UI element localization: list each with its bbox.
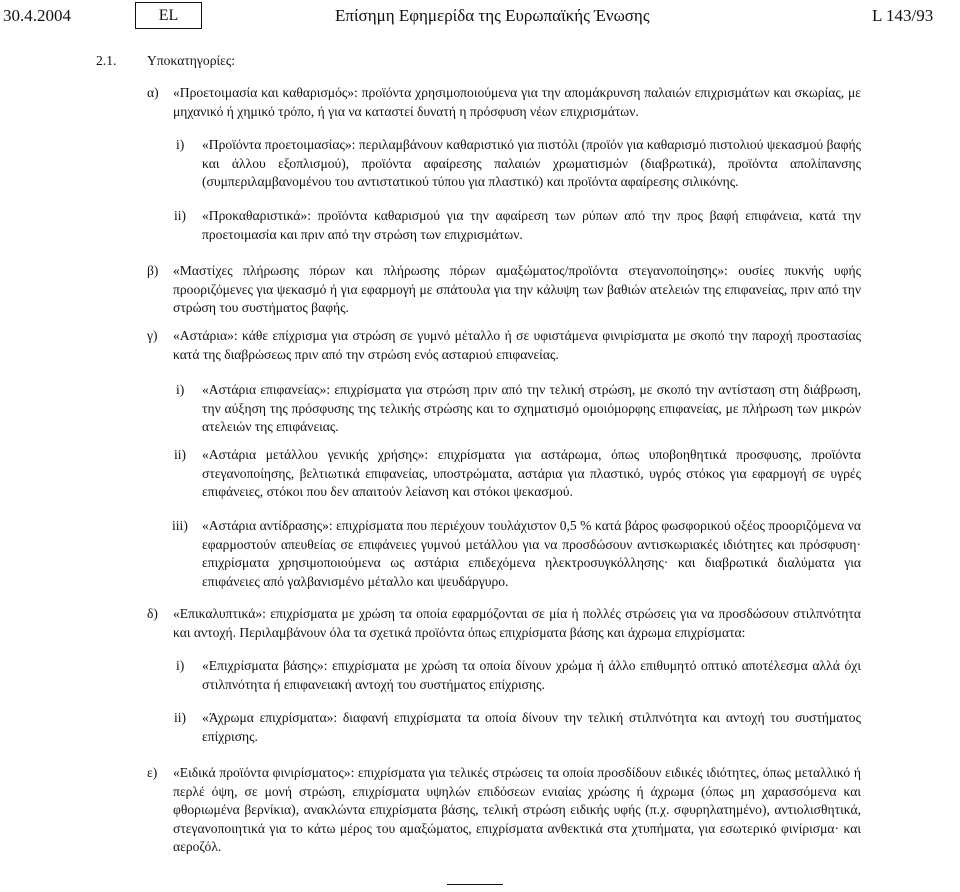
subitem-label: iii)	[172, 518, 188, 533]
section-title: Υποκατηγορίες:	[147, 53, 236, 68]
journal-title: Επίσημη Εφημερίδα της Ευρωπαϊκής Ένωσης	[335, 6, 650, 25]
item-label: δ)	[147, 606, 158, 621]
subitem-text: «Άχρωμα επιχρίσματα»: διαφανή επιχρίσματα τα οποία δίνουν την τελική στιλπνότητα και αντοχή του συστήματος επίχρισης.	[202, 710, 861, 744]
subitem-text: «Αστάρια επιφανείας»: επιχρίσματα για στρώση πριν από την τελική στρώση, με σκοπό την αντίσταση στη διάβρωση, την αύξηση της πρόσφυσης της τελικής στρώσης και το σχηματισμό ομοιόμορφης επιφανείας, με πλήρωση των μικρών ατελειών της επιφάνειας.	[202, 382, 861, 434]
subitem-text: «Αστάρια μετάλλου γενικής χρήσης»: επιχρίσματα για αστάρωμα, όπως υποβοηθητικά προσφυσης, προϊόντα στεγανοποίησης, βελτιωτικά επιφανείας, υποστρώματα, αστάρια για πλαστικό, υγρός στόκος για εφαρμογή σε υγρές επιφάνειες, στόκοι που δεν απαιτούν λείανση και στόκοι ψεκασμού.	[202, 447, 861, 499]
subitem-label: ii)	[174, 710, 187, 725]
item-label: β)	[147, 263, 159, 278]
subitem-label: ii)	[174, 208, 187, 223]
header-date: 30.4.2004	[3, 6, 71, 25]
item-text: «Επικαλυπτικά»: επιχρίσματα με χρώση τα οποία εφαρμόζονται σε μία ή πολλές στρώσεις για να προσδώσουν στιλπνότητα και αντοχή. Περιλαμβάνουν όλα τα σχετικά προϊόντα όπως επιχρίσματα βάσης και άχρωμα επιχρίσματα:	[173, 606, 861, 640]
subitem-text: «Αστάρια αντίδρασης»: επιχρίσματα που περιέχουν τουλάχιστον 0,5 % κατά βάρος φωσφορικού οξέος προοριζόμενα να εφαρμοστούν απευθείας σε επιφάνειες γυμνού μετάλλου για να προσδώσουν αντισκωριακές ιδιότητες και πρόσφυση· επιχρίσματα χρησιμοποιούμενα ως αστάρια επιδεχόμενα ηλεκτροσυγκόλλησης· και διαβρωτικά διαλύματα για επιφάνειες από γαλβανισμένο μέταλλο και ψευδάργυρο.	[202, 518, 861, 589]
subitem-label: i)	[176, 382, 185, 397]
subitem-label: i)	[176, 137, 185, 152]
subitem-text: «Επιχρίσματα βάσης»: επιχρίσματα με χρώση τα οποία δίνουν χρώμα ή άλλο επιθυμητό οπτικό αποτέλεσμα αλλά όχι στιλπνότητα ή επιφανειακή αντοχή του συστήματος επίχρισης.	[202, 658, 861, 692]
subitem-text: «Προϊόντα προετοιμασίας»: περιλαμβάνουν καθαριστικό για πιστόλι (προϊόν για καθαρισμό πιστολιού ψεκασμού βαφής και άλλου εξοπλισμού), προϊόντα αφαίρεσης παλαιών χρωματισμών (διαβρωτικά), προϊόντα απολίπανσης (συμπεριλαμβανομένου του αντιστατικού τύπου για πλαστικό) και προϊόντα αφαίρεσης σιλικόνης.	[202, 137, 861, 189]
item-text: «Ειδικά προϊόντα φινιρίσματος»: επιχρίσματα για τελικές στρώσεις τα οποία προσδίδουν ειδικές ιδιότητες, όπως μεταλλικό ή περλέ όψη, σε μονή στρώση, επιχρίσματα υψηλών επιδόσεων ενιαίας χρώσης ή άχρωμα (όπως μη χαρασσόμενα και φθοριωμένα βερνίκια), ανακλώντα επιχρίσματα βάσης, τελική στρώση ειδικής υφής (π.χ. σφυρηλατημένο), αντιολισθητικά, στεγανοποιητικά για το κάτω μέρος του αμαξώματος, επιχρίσματα ανθεκτικά στα χτυπήματα, για εσωτερικό φινίρισμα· και αεροζόλ.	[173, 765, 861, 854]
subitem-text: «Προκαθαριστικά»: προϊόντα καθαρισμού για την αφαίρεση των ρύπων από την προς βαφή επιφάνεια, κατά την προετοιμασία και πριν από την στρώση των επιχρισμάτων.	[202, 208, 861, 242]
item-text: «Αστάρια»: κάθε επίχρισμα για στρώση σε γυμνό μέταλλο ή σε υφιστάμενα φινιρίσματα με σκοπό την παροχή προστασίας κατά της διαβρώσεως πριν από την στρώση ενός ασταριού επιφανείας.	[173, 328, 861, 362]
page-header	[0, 0, 960, 36]
subitem-label: i)	[176, 658, 185, 673]
page-number: L 143/93	[872, 6, 934, 25]
item-text: «Προετοιμασία και καθαρισμός»: προϊόντα χρησιμοποιούμενα για την απομάκρυνση παλαιών επιχρισμάτων και σκωρίας, με μηχανικό ή χημικό τρόπο, ή για να καταστεί δυνατή η πρόσφυση νέων επιχρισμάτων.	[173, 85, 861, 119]
language-box: EL	[135, 2, 202, 29]
subitem-label: ii)	[174, 447, 187, 462]
section-number: 2.1.	[96, 53, 117, 68]
footer-rule	[447, 884, 503, 885]
item-label: α)	[147, 85, 159, 100]
item-text: «Μαστίχες πλήρωσης πόρων και πλήρωσης πόρων αμαξώματος/προϊόντα στεγανοποίησης»: ουσίες πυκνής υφής προοριζόμενες για ψεκασμό ή για εφαρμογή με σπάτουλα για την κάλυψη των βαθιών ατελειών της επιφανείας, πριν από την στρώση του συστήματος βαφής.	[173, 263, 861, 315]
item-label: γ)	[147, 328, 158, 343]
item-label: ε)	[147, 765, 158, 780]
